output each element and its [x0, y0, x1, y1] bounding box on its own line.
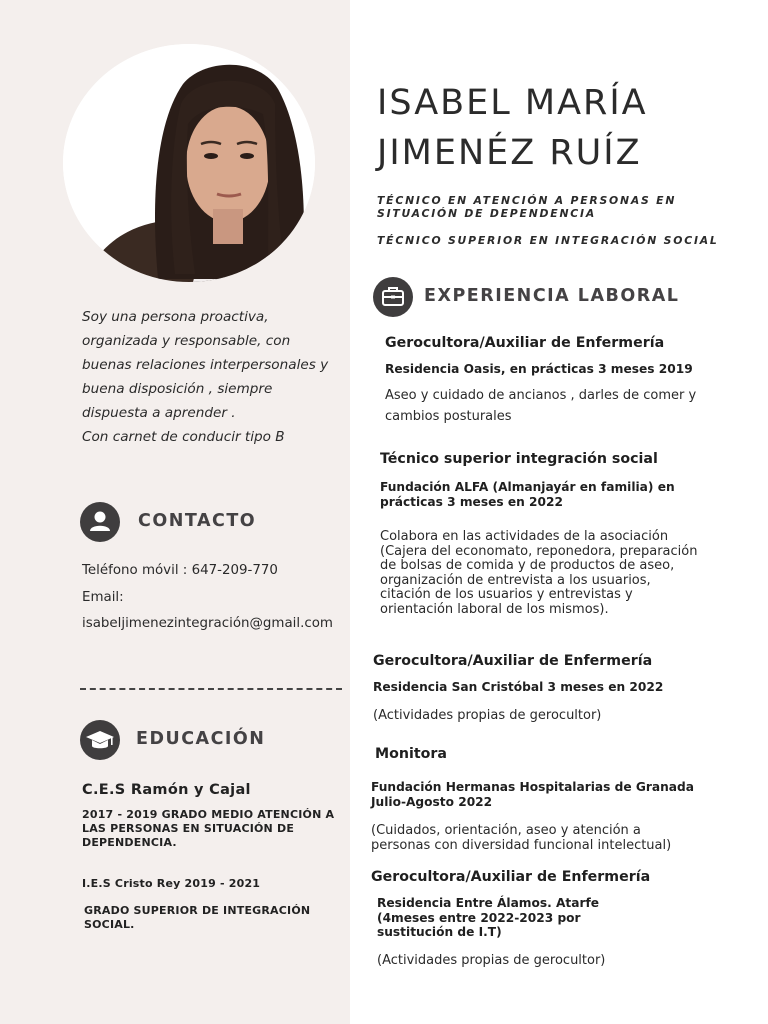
profile-photo	[63, 44, 315, 282]
about-line: Con carnet de conducir tipo B	[82, 429, 285, 445]
about-line: organizada y responsable, con	[82, 333, 291, 349]
degree-description: 2017 - 2019 GRADO MEDIO ATENCIÓN A LAS PERSONAS EN SITUACIÓN DE DEPENDENCIA.	[82, 808, 335, 849]
job-place: Fundación Hermanas Hospitalarias de Granada Julio-Agosto 2022	[371, 780, 694, 809]
job-description: Aseo y cuidado de ancianos , darles de comer y cambios posturales	[385, 388, 697, 424]
contact-section-title: CONTACTO	[138, 511, 257, 531]
job-title: Gerocultora/Auxiliar de Enfermería	[385, 335, 665, 351]
school-name: I.E.S Cristo Rey 2019 - 2021	[82, 877, 261, 890]
about-line: Soy una persona proactiva,	[82, 309, 269, 325]
job-place: Residencia Oasis, en prácticas 3 meses 2019	[385, 362, 693, 376]
about-line: dispuesta a aprender .	[82, 405, 236, 421]
full-name	[377, 78, 648, 178]
section-divider	[80, 688, 342, 690]
about-line: buenas relaciones interpersonales y	[82, 357, 329, 373]
name-line: JIMENÉZ RUÍZ	[377, 133, 642, 173]
degree-description: GRADO SUPERIOR DE INTEGRACIÓN SOCIAL.	[84, 904, 311, 931]
job-place: Fundación ALFA (Almanjayár en familia) en prácticas 3 meses en 2022	[380, 480, 675, 509]
briefcase-icon	[373, 277, 413, 317]
job-description: (Cuidados, orientación, aseo y atención a personas con diversidad funcional intelectual)	[371, 823, 672, 853]
job-title: Gerocultora/Auxiliar de Enfermería	[373, 653, 653, 669]
job-place: Residencia Entre Álamos. Atarfe (4meses entre 2022-2023 por sustitución de I.T)	[377, 896, 600, 939]
job-subtitle: TÉCNICO EN ATENCIÓN A PERSONAS EN SITUACIÓN DE DEPENDENCIA	[377, 194, 677, 220]
graduation-cap-icon	[80, 720, 120, 760]
job-description: (Actividades propias de gerocultor)	[373, 708, 602, 723]
experience-section-title: EXPERIENCIA LABORAL	[424, 286, 680, 306]
job-title: Técnico superior integración social	[380, 451, 658, 467]
education-section-title: EDUCACIÓN	[136, 729, 266, 749]
job-description: Colabora en las actividades de la asociación (Cajera del economato, reponedora, preparación de bolsas de comida y de productos de aseo, organización de entrevista a los usuarios, citación de los usuarios y entrevistas y orientación laboral de los mismos).	[380, 529, 698, 617]
name-line: ISABEL MARÍA	[377, 83, 648, 123]
job-description: (Actividades propias de gerocultor)	[377, 953, 606, 968]
email-label: Email:	[82, 590, 124, 605]
phone-number: Teléfono móvil : 647-209-770	[82, 563, 278, 578]
about-summary	[82, 305, 344, 449]
school-name: C.E.S Ramón y Cajal	[82, 782, 251, 798]
job-title: Monitora	[375, 746, 447, 762]
user-icon	[80, 502, 120, 542]
about-line: buena disposición , siempre	[82, 381, 273, 397]
email-address[interactable]: isabeljimenezintegración@gmail.com	[82, 616, 333, 631]
job-place: Residencia San Cristóbal 3 meses en 2022	[373, 680, 664, 694]
job-subtitle: TÉCNICO SUPERIOR EN INTEGRACIÓN SOCIAL	[377, 234, 719, 247]
job-title: Gerocultora/Auxiliar de Enfermería	[371, 869, 651, 885]
